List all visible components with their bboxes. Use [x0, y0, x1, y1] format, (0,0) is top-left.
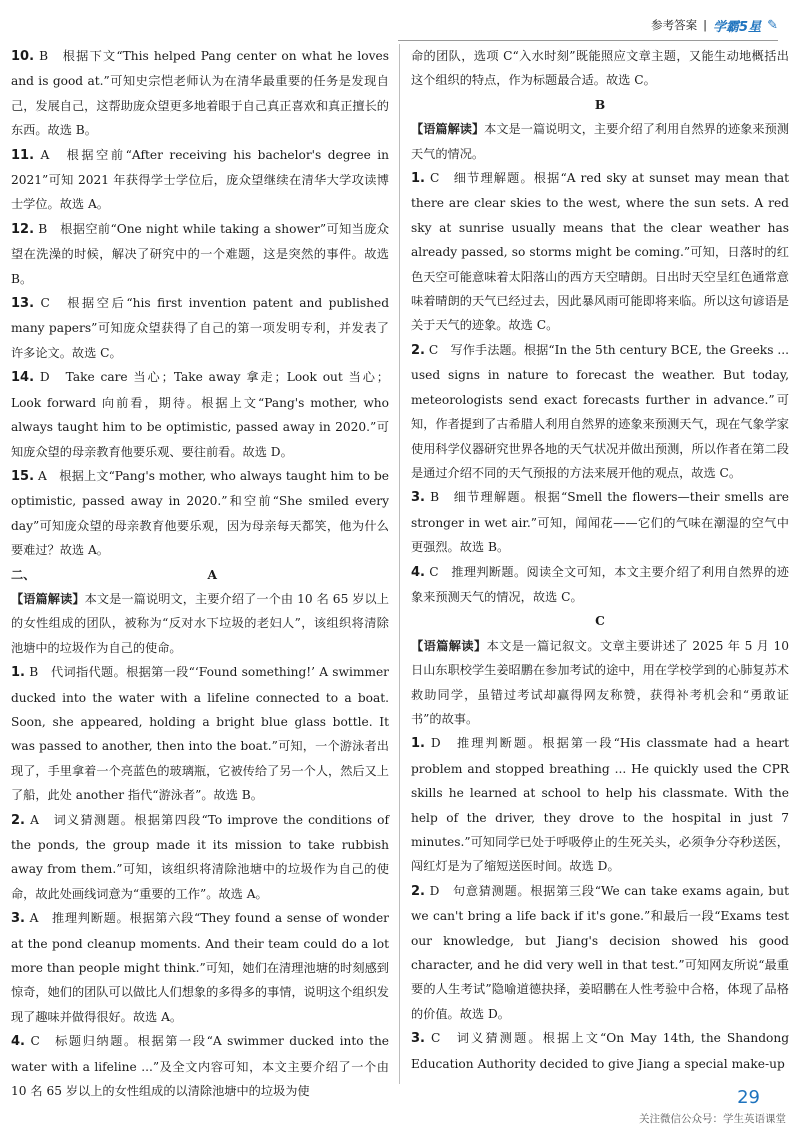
brand-name: 学霸5星 [713, 19, 762, 35]
answer-text: C 词义猜测题。根据上文“On May 14th, the Shandong Education Authority decided to give Jiang a special make-up [411, 1031, 789, 1071]
summary-text: 本文是一篇说明文，主要介绍了利用自然界的迹象来预测天气的情况。 [411, 122, 790, 161]
answer-number: 3. [11, 911, 25, 927]
answer-item [411, 560, 789, 610]
passage-c-letter: C [595, 614, 605, 629]
answer-number: 4. [11, 1034, 25, 1050]
answer-item [11, 660, 389, 807]
answer-number: 2. [411, 883, 425, 899]
answer-item [411, 338, 789, 485]
answer-item [411, 731, 789, 878]
answer-number: 2. [11, 812, 25, 828]
right-column [411, 44, 789, 1076]
answer-number: 3. [411, 490, 425, 506]
answer-number: 1. [411, 736, 425, 752]
answer-text: B 细节理解题。根据“Smell the flowers—their smells are stronger in wet air.”可知，闻闻花——它们的气味在潮湿的空气中更强烈。故选 B。 [411, 490, 789, 555]
page-header [651, 10, 778, 40]
answer-number: 1. [11, 665, 25, 681]
answer-number: 2. [411, 342, 425, 358]
answer-text: A 推理判断题。根据第六段“They found a sense of wonder at the pond cleanup moments. And their team could do a lot more than people might think.”可知，她们在清理池塘的时刻感到惊奇，她们的团队可以做比人们想象的多得多的事情，说明这个组织发现了趣味并做得很好。故选 A。 [11, 911, 389, 1024]
summary-tag: 【语篇解读】 [411, 638, 487, 653]
answer-item [411, 1026, 789, 1076]
answer-item [11, 365, 389, 464]
answer-label: 参考答案 [651, 18, 698, 32]
continued-answer: 命的团队，选项 C“入水时刻”既能照应文章主题，又能生动地概括出这个组织的特点，作为标题最合适。故选 C。 [411, 49, 789, 88]
answer-number: 11. [11, 147, 35, 163]
answer-text: C 写作手法题。根据“In the 5th century BCE, the Greeks ... used signs in nature to forecast the weather. But today, meteorologists send exact forecasts further in advance.”可知，作者提到了古希腊人利用自然界的迹象来预测天气，现在气象学家使用科学仪器研究世界各地的天气状况并做出预测，所以作者在第二段是通过介绍不同的天气预报的方法来展开他的观点，故选 C。 [411, 342, 789, 480]
answer-item [11, 464, 389, 563]
answer-text: A 根据上文“Pang's mother, who always taught him to be optimistic, passed away in 2020.”和空前“She smiled every day”可知庞众望的母亲教育他要乐观，因为母亲每天都笑，他为什么要难过？故选 A。 [11, 468, 389, 558]
answer-text: D 句意猜测题。根据第三段“We can take exams again, but we can't bring a life back if it's gone.”和最后一段“Exams test our knowledge, but Jiang's decision showed his good character, and he did very well in that test.”可知网友所说“最重要的人生考试”隐喻道德抉择，姜昭鹏在人性考验中合格，体现了品格的价值。故选 D。 [411, 883, 789, 1021]
page-number: 29 [737, 1087, 760, 1108]
answer-text: C 根据空后“his first invention patent and published many papers”可知庞众望获得了自己的第一项发明专利，并发表了许多论文。故选 C。 [11, 296, 389, 360]
header-rule [398, 40, 778, 41]
answer-number: 4. [411, 564, 425, 580]
left-column [11, 44, 389, 1103]
answer-number: 13. [11, 296, 35, 312]
answer-text: C 推理判断题。阅读全文可知，本文主要介绍了利用自然界的迹象来预测天气的情况，故选 C。 [411, 564, 789, 604]
section-two-heading [11, 563, 389, 587]
answer-item [11, 143, 389, 217]
answer-number: 1. [411, 171, 425, 187]
brand-pen-icon: ✎ [767, 17, 778, 33]
answer-number: 3. [411, 1031, 425, 1047]
answer-text: D Take care 当心；Take away 拿走；Look out 当心；Look forward 向前看，期待。根据上文“Pang's mother, who always taught him to be optimistic, passed away in 2020.”可知庞众望的母亲教育他要乐观、要往前看。故选 D。 [11, 370, 389, 459]
passage-b-letter: B [594, 97, 606, 112]
passage-a-summary [11, 587, 389, 660]
answer-item [411, 879, 789, 1026]
passage-c-summary [411, 634, 789, 732]
answer-item [411, 485, 789, 559]
answer-text: C 标题归纳题。根据第一段“A swimmer ducked into the water with a lifeline ...”及全文内容可知，本文主要介绍了一个由 10 名 65 岁以上的女性组成的以清除池塘中的垃圾为使 [11, 1034, 389, 1099]
answer-text: D 推理判断题。根据第一段“His classmate had a heart problem and stopped breathing ... He quickly used the CPR skills he learned at school to help his classmate. With the help of the driver, they drove to the hospital in just 7 minutes.”可知同学已处于呼吸停止的生死关头，必须争分夺秒送医，闯红灯是为了缩短送医时间。故选 D。 [411, 736, 789, 874]
section-label: 二、 [11, 567, 36, 582]
answer-item [11, 808, 389, 907]
passage-a-letter: A [207, 567, 217, 582]
answer-text: B 代词指代题。根据第一段“‘Found something!’ A swimmer ducked into the water with a lifeline connected to a boat. Soon, she appeared, holding a bright blue glass bottle. It was passed to another, then into the boat.”可知，一个游泳者出现了，手里拿着一个亮蓝色的玻璃瓶，它被传给了另一个人，然后又上了船，此处 another 指代“游泳者”。故选 B。 [11, 665, 389, 803]
header-separator: | [703, 18, 708, 32]
summary-text: 本文是一篇记叙文。文章主要讲述了 2025 年 5 月 10 日山东职校学生姜昭鹏在参加考试的途中，用在学校学到的心肺复苏术救助同学，虽错过考试却赢得网友称赞，获得补考机会和“勇敢证书”的故事。 [411, 638, 789, 726]
answer-text: A 根据空前“After receiving his bachelor's degree in 2021”可知 2021 年获得学士学位后，庞众望继续在清华大学攻读博士学位。故选 A。 [11, 147, 389, 212]
column-divider [399, 44, 400, 1084]
answer-text: B 根据空前“One night while taking a shower”可知当庞众望在洗澡的时候，解决了研究中的一个难题，这是突然的事件。故选 B。 [11, 221, 389, 286]
answer-item [11, 217, 389, 291]
answer-item [411, 166, 789, 338]
answer-item [11, 44, 389, 143]
answer-number: 15. [11, 468, 35, 484]
answer-text: A 词义猜测题。根据第四段“To improve the conditions of the ponds, the group made it its mission to take rubbish away from them.”可知，该组织将清除池塘中的垃圾作为自己的使命，故此处画线词意为“重要的工作”。故选 A。 [11, 812, 389, 901]
answer-item [11, 291, 389, 365]
passage-b-summary [411, 117, 789, 166]
answer-number: 14. [11, 370, 35, 386]
answer-number: 12. [11, 221, 35, 237]
summary-tag: 【语篇解读】 [411, 122, 485, 137]
answer-item [11, 1029, 389, 1103]
answer-text: C 细节理解题。根据“A red sky at sunset may mean that there are clear skies to the west, where the sun sets. A red sky at sunrise usually means that the clear weather has already passed, so storms might be coming.”可知，日落时的红色天空可能意味着太阳落山的西方天空晴朗。日出时天空呈红色通常意味着晴朗的天气已经过去，因此暴风雨可能即将来临。所以这句谚语是关于天气的迹象。故选 C。 [411, 171, 789, 333]
footer-note: 关注微信公众号：学生英语课堂 [639, 1113, 786, 1125]
answer-item [11, 906, 389, 1029]
summary-tag: 【语篇解读】 [11, 591, 85, 606]
answer-number: 10. [11, 49, 35, 64]
answer-text: B 根据下文“This helped Pang center on what he loves and is good at.”可知史宗恺老师认为在清华最重要的任务是发现自己，发展自己，这帮助庞众望更多地着眼于自己真正喜欢和真正擅长的东西。故选 B。 [11, 49, 389, 138]
summary-text: 本文是一篇说明文，主要介绍了一个由 10 名 65 岁以上的女性组成的团队，被称为“反对水下垃圾的老妇人”，该组织将清除池塘中的垃圾作为自己的使命。 [11, 591, 389, 655]
